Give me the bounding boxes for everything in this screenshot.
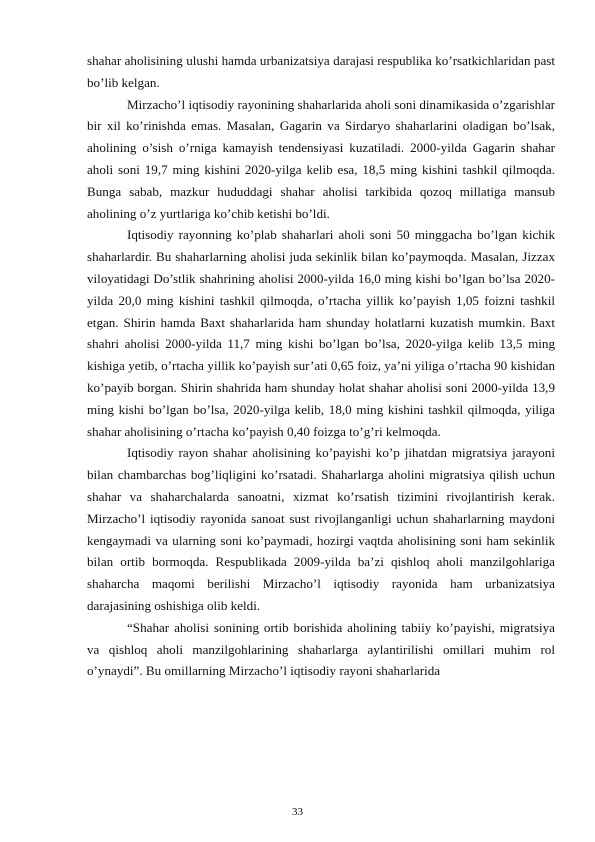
page-number: 33 <box>292 806 303 818</box>
paragraph: Iqtisodiy rayon shahar aholisining ko’payishi ko’p jihatdan migratsiya jarayoni bilan chambarchas bog’liqligini ko’rsatadi. Shaharlarga aholini migratsiya qilish uchun shahar va shaharchalarda sanoatni, xizmat ko’rsatish tizimini rivojlantirish kerak. Mirzacho’l iqtisodiy rayonida sanoat sust rivojlanganligi uchun shaharlarning maydoni kengaymadi va ularning soni ko’paymadi, hozirgi vaqtda aholisining soni ham sekinlik bilan ortib bormoqda. Respublikada 2009-yilda ba’zi qishloq aholi manzilgohlariga shaharcha maqomi berilishi Mirzacho’l iqtisodiy rayonida ham urbanizatsiya darajasining oshishiga olib keldi. <box>87 445 555 613</box>
paragraph: Iqtisodiy rayonning ko’plab shaharlari aholi soni 50 minggacha bo’lgan kichik shaharlardir. Bu shaharlarning aholisi juda sekinlik bilan ko’paymoqda. Masalan, Jizzax viloyatidagi Do’stlik shahrining aholisi 2000-yilda 16,0 ming kishi bo’lgan bo’lsa 2020-yilda 20,0 ming kishini tashkil qilmoqda, o’rtacha yillik ko’payish 1,05 foizni tashkil etgan. Shirin hamda Baxt shaharlarida ham shunday holatlarni kuzatish mumkin. Baxt shahri aholisi 2000-yilda 11,7 ming kishi bo’lgan bo’lsa, 2020-yilga kelib 13,5 ming kishiga yetib, o’rtacha yillik ko’payish sur’ati 0,65 foiz, ya’ni yiliga o’rtacha 90 kishidan ko’payib borgan. Shirin shahrida ham shunday holat shahar aholisi soni 2000-yilda 13,9 ming kishi bo’lgan bo’lsa, 2020-yilga kelib, 18,0 ming kishini tashkil qilmoqda, yiliga shahar aholisining o’rtacha ko’payish 0,40 foizga to’g’ri kelmoqda. <box>87 227 555 439</box>
document-body <box>87 50 555 682</box>
paragraph: “Shahar aholisi sonining ortib borishida aholining tabiiy ko’payishi, migratsiya va qishloq aholi manzilgohlarining shaharlarga aylantirilishi omillari muhim rol o’ynaydi”. Bu omillarning Mirzacho’l iqtisodiy rayoni shaharlarida <box>87 619 555 679</box>
paragraph-continuation: shahar aholisining ulushi hamda urbanizatsiya darajasi respublika ko’rsatkichlaridan past bo’lib kelgan. <box>87 53 555 90</box>
paragraph: Mirzacho’l iqtisodiy rayonining shaharlarida aholi soni dinamikasida o’zgarishlar bir xil ko’rinishda emas. Masalan, Gagarin va Sirdaryo shaharlarini oladigan bo’lsak, aholining o’sish o’rniga kamayish tendensiyasi kuzatiladi. 2000-yilda Gagarin shahar aholi soni 19,7 ming kishini 2020-yilga kelib esa, 18,5 ming kishini tashkil qilmoqda. Bunga sabab, mazkur hududdagi shahar aholisi tarkibida qozoq millatiga mansub aholining o’z yurtlariga ko’chib ketishi bo’ldi. <box>87 96 555 221</box>
